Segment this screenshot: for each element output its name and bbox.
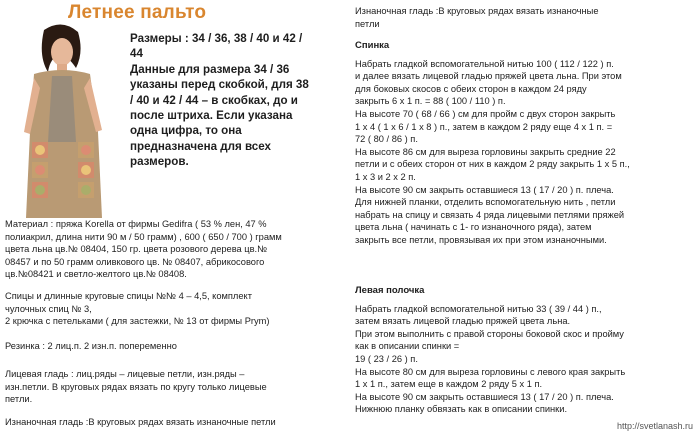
model-photo [4, 22, 122, 220]
sizes-line: размеров. [130, 155, 189, 169]
front-line: Нижнюю планку обвязать как в описании спинки. [355, 404, 568, 415]
front-heading: Левая полочка [355, 285, 425, 296]
sizes-line: предназначена для всех [130, 139, 271, 153]
rib-line: Резинка : 2 лиц.п. 2 изн.п. попеременно [5, 341, 177, 351]
stockinette-line: Лицевая гладь : лиц.ряды – лицевые петли, изн.ряды – [5, 369, 245, 379]
back-line: петли и с обеих сторон от них в каждом 2 ряду закрыть 1 х 5 п., [355, 159, 630, 170]
front-line: Набрать гладкой вспомогательной нитью 33 ( 39 / 44 ) п., [355, 303, 602, 314]
back-line: закрыть все петли, провязывая их при этом изнаночными. [355, 234, 607, 245]
front-line: При этом выполнить с правой стороны боковой скос и пройму [355, 328, 624, 339]
purl-section [5, 416, 341, 429]
sizes-line: после штриха. Если указана [130, 109, 293, 123]
back-line: 1 х 3 и 2 х 2 п. [355, 171, 416, 182]
needles-line: чулочных спиц № 3, [5, 303, 92, 314]
back-section [355, 40, 691, 247]
front-line: 19 ( 23 / 26 ) п. [355, 353, 418, 364]
sizes-line: Размеры : 34 / 36, 38 / 40 и 42 / [130, 32, 303, 45]
back-line: Набрать гладкой вспомогательной нитью 100 ( 112 / 122 ) п. [355, 58, 614, 69]
watermark-url: http://svetlanash.ru [616, 421, 693, 431]
front-line: На высоте 90 см закрыть оставшиеся 13 ( 17 / 20 ) п. плеча. [355, 391, 614, 402]
purl-continued-section [355, 5, 691, 30]
front-line: как в описании спинки = [355, 341, 460, 352]
purl-continued-line: петли [355, 18, 380, 29]
back-line: для боковых скосов с обеих сторон в каждом 24 ряду [355, 83, 587, 94]
back-line: 72 ( 80 / 86 ) п. [355, 134, 418, 145]
material-section [5, 218, 341, 281]
sizes-line: Данные для размера 34 / 36 [130, 62, 290, 76]
material-line: Материал : пряжа Korella от фирмы Gedifra ( 53 % лен, 47 % [5, 219, 267, 229]
front-line: На высоте 80 см для выреза горловины с левого края закрыть [355, 366, 626, 377]
back-line: набрать на спицу и связать 4 ряда лицевыми петлями пряжей [355, 209, 625, 220]
material-line: цвета льна цв.№ 08404, 150 гр. цвета розового дерева цв.№ [5, 244, 268, 255]
needles-section [5, 290, 341, 328]
sizes-line: 44 [130, 47, 143, 61]
back-line: На высоте 70 ( 68 / 66 ) см для пройм с двух сторон закрыть [355, 108, 616, 119]
material-line: полиакрил, длина нити 90 м / 50 грамм) , 600 ( 650 / 700 ) грамм [5, 231, 282, 242]
material-line: цв.№08421 и светло-желтого цв.№ 08408. [5, 269, 187, 280]
back-line: цвета льна ( начинать с 1- го изнаночного ряда), затем [355, 222, 592, 233]
back-line: закрыть 6 х 1 п. = 88 ( 100 / 110 ) п. [355, 96, 506, 107]
front-line: 1 х 1 п., затем еще в каждом 2 ряду 5 х 1 п. [355, 379, 543, 390]
front-section [355, 285, 691, 416]
back-heading: Спинка [355, 40, 390, 51]
back-line: 1 х 4 ( 1 х 6 / 1 х 8 ) п., затем в каждом 2 ряду еще 4 х 1 п. = [355, 121, 613, 132]
sizes-line: одна цифра, то она [130, 124, 242, 138]
front-line: затем вязать лицевой гладью пряжей цвета льна. [355, 316, 571, 327]
stockinette-section [5, 368, 341, 406]
back-line: На высоте 86 см для выреза горловины закрыть средние 22 [355, 146, 616, 157]
page-title: Летнее пальто [68, 2, 207, 23]
sizes-line: указаны перед скобкой, для 38 [130, 78, 309, 92]
purl-continued-line: Изнаночная гладь :В круговых рядах вязать изнаночные [355, 6, 599, 16]
back-line: Для нижней планки, отделить вспомогательную нить , петли [355, 197, 616, 208]
sizes-block [130, 31, 320, 170]
back-line: и далее вязать лицевой гладью пряжей цвета льна. При этом [355, 71, 622, 82]
stockinette-line: петли. [5, 394, 33, 405]
material-line: 08457 и по 50 грамм оливкового цв. № 08407, абрикосового [5, 256, 265, 267]
needles-line: Спицы и длинные круговые спицы №№ 4 – 4,5, комплект [5, 291, 252, 301]
sizes-line: / 40 и 42 / 44 – в скобках, до и [130, 93, 298, 107]
back-line: На высоте 90 см закрыть оставшиеся 13 ( 17 / 20 ) п. плеча. [355, 184, 614, 195]
stockinette-line: изн.петли. В круговых рядах вязать по кругу только лицевые [5, 381, 267, 392]
needles-line: 2 крючка с петельками ( для застежки, № 13 от фирмы Prym) [5, 316, 270, 327]
rib-section [5, 340, 341, 353]
purl-line: Изнаночная гладь :В круговых рядах вязать изнаночные петли [5, 417, 276, 427]
